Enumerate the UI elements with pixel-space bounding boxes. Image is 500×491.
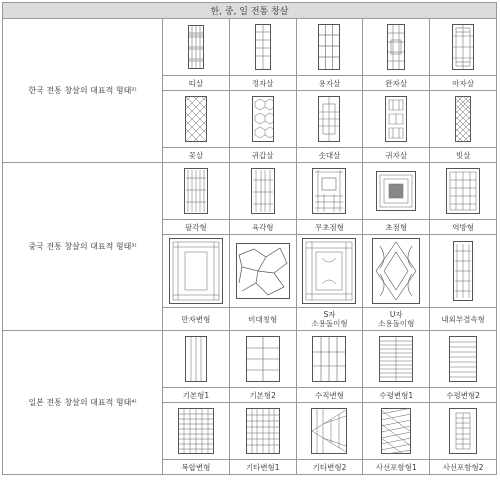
u-soyongdol-pattern-icon (372, 238, 420, 304)
chojeomhyeong-pattern-icon (376, 171, 416, 211)
pattern-label (363, 308, 430, 331)
pattern-label-text: 내외부결속형 (441, 314, 485, 324)
pattern-image (430, 331, 497, 388)
pattern-label: 귀갑살 (229, 148, 296, 163)
pattern-image (163, 403, 230, 460)
pattern-image (363, 403, 430, 460)
ajasal-pattern-icon (452, 24, 474, 70)
pattern-image (296, 91, 363, 148)
lattice-comparison-table (2, 2, 497, 475)
pattern-image (229, 403, 296, 460)
pattern-image (363, 163, 430, 220)
pattern-label: 초점형 (363, 220, 430, 235)
category-japan: 일본 전통 창살의 대표적 형태⁴⁾ (3, 331, 163, 475)
pattern-image (363, 331, 430, 388)
pattern-label (229, 308, 296, 331)
yeokbanghyeong-pattern-icon (446, 168, 480, 214)
pattern-label: 무초점형 (296, 220, 363, 235)
pattern-label: 사선포함형2 (430, 460, 497, 475)
pattern-image (296, 331, 363, 388)
pattern-label (163, 308, 230, 331)
pattern-image (430, 19, 497, 76)
pattern-image (363, 19, 430, 76)
bidaechinghyeong-pattern-icon (236, 243, 290, 299)
pattern-label: 사선포함형1 (363, 460, 430, 475)
pattern-image (430, 235, 497, 308)
pattern-label: 빗살 (430, 148, 497, 163)
pattern-label: 정자살 (229, 76, 296, 91)
pattern-image (229, 331, 296, 388)
pattern-label: 수평변형1 (363, 388, 430, 403)
jeongjasal-pattern-icon (255, 24, 271, 70)
pattern-image (296, 19, 363, 76)
pattern-image (163, 331, 230, 388)
pattern-image (363, 91, 430, 148)
pattern-label: 아자살 (430, 76, 497, 91)
pattern-label: 귀자살 (363, 148, 430, 163)
sotdaesal-pattern-icon (318, 96, 340, 142)
pattern-label: 기본형2 (229, 388, 296, 403)
pattern-image (430, 403, 497, 460)
gwijasal-pattern-icon (385, 96, 407, 142)
gwigapsal-pattern-icon (252, 96, 274, 142)
pattern-image (363, 235, 430, 308)
s-soyongdol-pattern-icon (302, 238, 356, 304)
palgakhyeong-pattern-icon (184, 168, 208, 214)
pattern-label: 기타변형1 (229, 460, 296, 475)
bokhapbyeonhyeong-pattern-icon (178, 408, 214, 454)
pattern-image (163, 235, 230, 308)
wanjasal-pattern-icon (387, 24, 405, 70)
pattern-image (163, 19, 230, 76)
pattern-image (163, 91, 230, 148)
saseonpohamhyeong2-pattern-icon (449, 408, 477, 454)
mucheojeomhyeong-pattern-icon (312, 168, 346, 214)
pattern-label: 수평변형2 (430, 388, 497, 403)
ttisal-pattern-icon (188, 25, 204, 69)
pattern-label-text: S자 소용돌이형 (311, 310, 348, 328)
gitabyeonhyeong2-pattern-icon (311, 408, 347, 454)
pattern-label: 육각형 (229, 220, 296, 235)
gitabyeonhyeong1-pattern-icon (246, 408, 280, 454)
kkotsal-pattern-icon (185, 96, 207, 142)
pattern-label: 수직변형 (296, 388, 363, 403)
bitsal-pattern-icon (455, 96, 471, 142)
pattern-image (296, 403, 363, 460)
pattern-image (296, 235, 363, 308)
pattern-image (430, 91, 497, 148)
pattern-label: 꽃살 (163, 148, 230, 163)
pattern-label (430, 308, 497, 331)
pattern-image (229, 235, 296, 308)
gibonhyeong1-pattern-icon (185, 336, 207, 382)
pattern-label: 완자살 (363, 76, 430, 91)
pattern-image (229, 19, 296, 76)
manjabyeonhyeong-pattern-icon (169, 238, 223, 304)
yukgakhyeong-pattern-icon (251, 168, 275, 214)
supyeongbyeonhyeong2-pattern-icon (449, 336, 477, 382)
supyeongbyeonhyeong1-pattern-icon (379, 336, 413, 382)
gibonhyeong2-pattern-icon (246, 336, 280, 382)
pattern-image (229, 91, 296, 148)
pattern-image (430, 163, 497, 220)
yongjasal-pattern-icon (318, 24, 340, 70)
category-korea: 한국 전통 창살의 대표적 형태²⁾ (3, 19, 163, 163)
pattern-label: 띠살 (163, 76, 230, 91)
table-header: 한, 중, 일 전통 창살 (3, 3, 497, 19)
pattern-label-text: 비대칭형 (248, 314, 278, 324)
pattern-image (163, 163, 230, 220)
pattern-label: 팔각형 (163, 220, 230, 235)
pattern-label: 기타변형2 (296, 460, 363, 475)
naeoebugyeolsok-pattern-icon (453, 241, 473, 301)
pattern-label: 솟대살 (296, 148, 363, 163)
saseonpohamhyeong1-pattern-icon (381, 408, 411, 454)
pattern-label-text: U자 소용돌이형 (378, 310, 415, 328)
pattern-label: 용자살 (296, 76, 363, 91)
pattern-label (296, 308, 363, 331)
pattern-label: 복합변형 (163, 460, 230, 475)
pattern-label: 역방형 (430, 220, 497, 235)
pattern-label-text: 만자변형 (181, 314, 211, 324)
sujikbyeonhyeong-pattern-icon (312, 336, 346, 382)
pattern-image (229, 163, 296, 220)
category-china: 중국 전통 창살의 대표적 형태³⁾ (3, 163, 163, 331)
pattern-label: 기본형1 (163, 388, 230, 403)
pattern-image (296, 163, 363, 220)
